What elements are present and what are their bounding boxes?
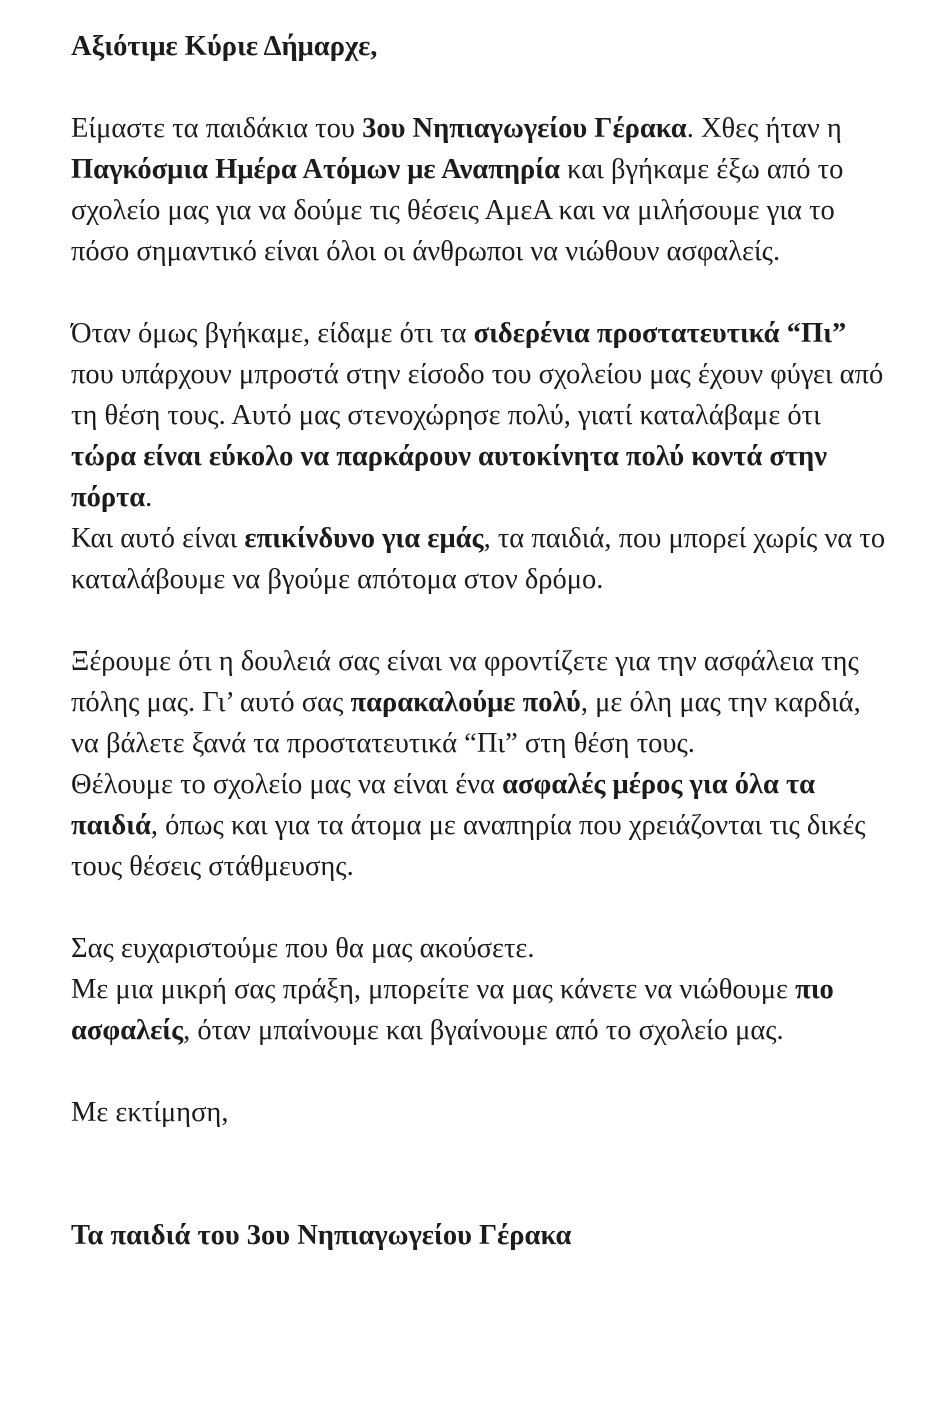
- paragraph-2: [71, 313, 891, 518]
- letter-body: [71, 26, 891, 1256]
- text-run: Θέλουμε το σχολείο μας να είναι ένα: [71, 769, 503, 800]
- safer-bold: πιο ασφαλείς: [71, 974, 834, 1046]
- paragraph-2b: [71, 518, 891, 600]
- paragraph-4b: [71, 969, 891, 1051]
- text-run: , όπως και για τα άτομα με αναπηρία που χρειάζονται τις δικές τους θέσεις στάθμευσης.: [71, 810, 866, 882]
- text-run: , τα παιδιά, που μπορεί χωρίς να το καταλάβουμε να βγούμε απότομα στον δρόμο.: [71, 523, 886, 595]
- text-run: Ξέρουμε ότι η δουλειά σας είναι να φροντίζετε για την ασφάλεια της πόλης μας. Γι’ αυτό σας: [71, 646, 859, 718]
- danger-bold: επικίνδυνο για εμάς: [244, 523, 484, 554]
- greeting: [71, 26, 891, 67]
- signature-text: Τα παιδιά του 3ου Νηπιαγωγείου Γέρακα: [71, 1220, 572, 1251]
- text-run: Με μια μικρή σας πράξη, μπορείτε να μας κάνετε να νιώθουμε: [71, 974, 796, 1005]
- text-run: Είμαστε τα παιδάκια του: [71, 113, 363, 144]
- signature: [71, 1215, 891, 1256]
- paragraph-1: [71, 108, 891, 272]
- text-run: Και αυτό είναι: [71, 523, 245, 554]
- text-run: , όταν μπαίνουμε και βγαίνουμε από το σχολείο μας.: [183, 1015, 784, 1046]
- text-run: Όταν όμως βγήκαμε, είδαμε ότι τα: [71, 318, 474, 349]
- world-day-bold: Παγκόσμια Ημέρα Ατόμων με Αναπηρία: [71, 154, 560, 185]
- paragraph-3: [71, 641, 891, 764]
- request-bold: παρακαλούμε πολύ: [350, 687, 581, 718]
- greeting-text: Αξιότιμε Κύριε Δήμαρχε,: [71, 31, 378, 62]
- barriers-bold: σιδερένια προστατευτικά “Πι”: [473, 318, 847, 349]
- paragraph-3b: [71, 764, 891, 887]
- school-name-bold: 3ου Νηπιαγωγείου Γέρακα: [362, 113, 687, 144]
- parking-bold: τώρα είναι εύκολο να παρκάρουν αυτοκίνητα πολύ κοντά στην πόρτα: [71, 441, 827, 513]
- closing: Με εκτίμηση,: [71, 1097, 229, 1128]
- text-run: και βγήκαμε έξω από το σχολείο μας για να δούμε τις θέσεις ΑμεΑ και να μιλήσουμε για το πόσο σημαντικό είναι όλοι οι άνθρωποι να νιώθουν ασφαλείς.: [71, 154, 844, 267]
- text-run: . Χθες ήταν η: [686, 113, 842, 144]
- text-run: που υπάρχουν μπροστά στην είσοδο του σχολείου μας έχουν φύγει από τη θέση τους. Αυτό μας στενοχώρησε πολύ, γιατί καταλάβαμε ότι: [71, 359, 884, 431]
- paragraph-4: Σας ευχαριστούμε που θα μας ακούσετε.: [71, 933, 535, 964]
- text-run: , με όλη μας την καρδιά, να βάλετε ξανά τα προστατευτικά “Πι” στη θέση τους.: [71, 687, 861, 759]
- safe-place-bold: ασφαλές μέρος για όλα τα παιδιά: [71, 769, 816, 841]
- text-run: .: [145, 482, 153, 513]
